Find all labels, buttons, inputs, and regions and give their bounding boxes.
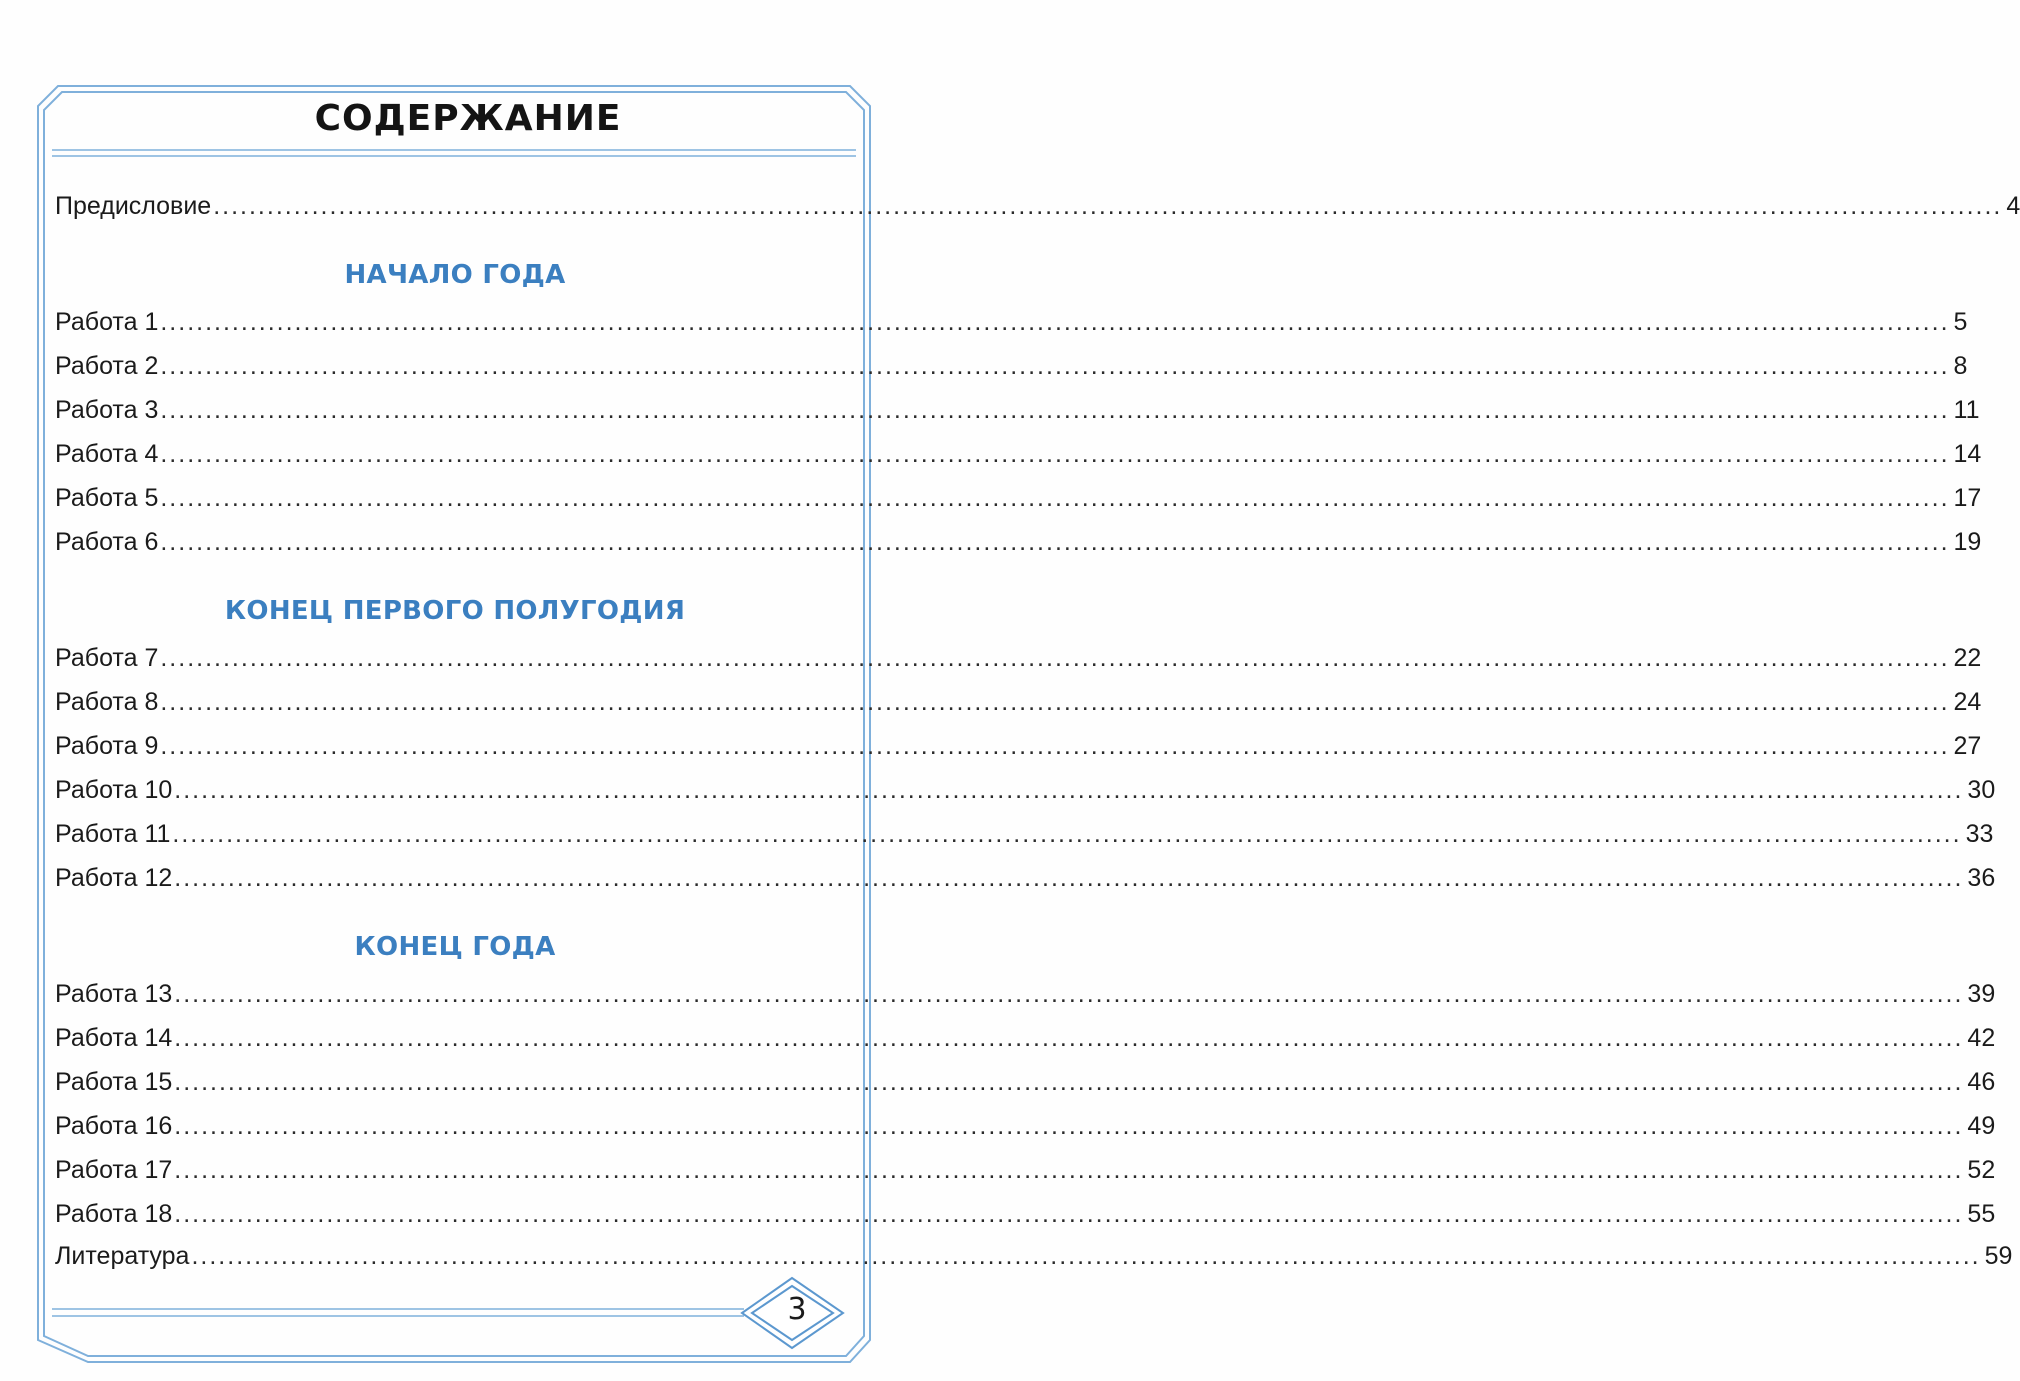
toc-entry bbox=[55, 774, 1996, 806]
toc-entry-label: Работа 5 bbox=[55, 484, 159, 512]
dot-leader: ........................................................................................................................................................................................................ bbox=[160, 732, 1950, 760]
toc-entry bbox=[55, 350, 1968, 382]
toc-entry bbox=[55, 686, 1982, 718]
toc-entry bbox=[55, 394, 1980, 426]
toc-entry bbox=[55, 1154, 1996, 1186]
toc-entry-label: Работа 4 bbox=[55, 440, 159, 468]
toc-entry-page: 39 bbox=[1967, 980, 1996, 1008]
dot-leader: ........................................................................................................................................................................................................ bbox=[174, 1112, 1964, 1140]
toc-entry-label: Работа 16 bbox=[55, 1112, 173, 1140]
dot-leader: ........................................................................................................................................................................................................ bbox=[160, 528, 1950, 556]
dot-leader: ........................................................................................................................................................................................................ bbox=[174, 776, 1964, 804]
toc-entry bbox=[55, 862, 1996, 894]
dot-leader: ........................................................................................................................................................................................................ bbox=[160, 396, 1950, 424]
dot-leader: ........................................................................................................................................................................................................ bbox=[174, 864, 1964, 892]
toc-entry-page: 42 bbox=[1967, 1024, 1996, 1052]
toc-entry-page: 46 bbox=[1967, 1068, 1996, 1096]
toc-entry bbox=[55, 482, 1982, 514]
toc-entry-label: Работа 8 bbox=[55, 688, 159, 716]
section-heading: КОНЕЦ ПЕРВОГО ПОЛУГОДИЯ bbox=[224, 596, 686, 626]
toc-entry-page: 36 bbox=[1967, 864, 1996, 892]
toc-entry-page: 4 bbox=[2006, 192, 2020, 220]
toc-entry bbox=[55, 1198, 1996, 1230]
toc-entry bbox=[55, 526, 1982, 558]
toc-entry bbox=[55, 1110, 1996, 1142]
toc-entry bbox=[55, 1022, 1996, 1054]
toc-entry-page: 5 bbox=[1953, 308, 1968, 336]
dot-leader: ........................................................................................................................................................................................................ bbox=[172, 820, 1962, 848]
dot-leader: ........................................................................................................................................................................................................ bbox=[191, 1242, 1981, 1270]
toc-entry-page: 24 bbox=[1953, 688, 1982, 716]
dot-leader: ........................................................................................................................................................................................................ bbox=[213, 192, 2003, 220]
toc-entry bbox=[55, 190, 2020, 222]
dot-leader: ........................................................................................................................................................................................................ bbox=[160, 352, 1950, 380]
toc-entry-label: Предисловие bbox=[55, 192, 212, 220]
dot-leader: ........................................................................................................................................................................................................ bbox=[174, 1024, 1964, 1052]
toc-entry-label: Работа 11 bbox=[55, 820, 171, 848]
toc-entry-label: Работа 6 bbox=[55, 528, 159, 556]
toc-entry-page: 19 bbox=[1953, 528, 1982, 556]
toc-entry-page: 17 bbox=[1953, 484, 1982, 512]
toc-entry-label: Работа 18 bbox=[55, 1200, 173, 1228]
toc-entry bbox=[55, 306, 1968, 338]
toc-entry bbox=[55, 1240, 2013, 1272]
dot-leader: ........................................................................................................................................................................................................ bbox=[174, 1156, 1964, 1184]
section-heading: КОНЕЦ ГОДА bbox=[354, 932, 556, 962]
page-number: 3 bbox=[787, 1292, 807, 1327]
toc-entry-page: 33 bbox=[1965, 820, 1994, 848]
toc-entry-page: 11 bbox=[1953, 396, 1980, 424]
toc-entry-page: 8 bbox=[1953, 352, 1968, 380]
toc-entry-page: 22 bbox=[1953, 644, 1982, 672]
section-heading: НАЧАЛО ГОДА bbox=[344, 260, 566, 290]
dot-leader: ........................................................................................................................................................................................................ bbox=[160, 644, 1950, 672]
toc-entry-page: 59 bbox=[1984, 1242, 2013, 1270]
toc-entry-label: Работа 3 bbox=[55, 396, 159, 424]
toc-entry bbox=[55, 978, 1996, 1010]
toc-entry bbox=[55, 642, 1982, 674]
toc-entry-page: 27 bbox=[1953, 732, 1982, 760]
page-title: СОДЕРЖАНИЕ bbox=[314, 98, 622, 139]
toc-entry bbox=[55, 1066, 1996, 1098]
toc-entry-label: Работа 15 bbox=[55, 1068, 173, 1096]
toc-entry-label: Работа 9 bbox=[55, 732, 159, 760]
dot-leader: ........................................................................................................................................................................................................ bbox=[174, 980, 1964, 1008]
toc-entry-page: 52 bbox=[1967, 1156, 1996, 1184]
toc-entry-label: Работа 1 bbox=[55, 308, 159, 336]
toc-entry bbox=[55, 438, 1982, 470]
dot-leader: ........................................................................................................................................................................................................ bbox=[160, 308, 1950, 336]
toc-entry-label: Работа 14 bbox=[55, 1024, 173, 1052]
dot-leader: ........................................................................................................................................................................................................ bbox=[174, 1068, 1964, 1096]
toc-entry-page: 14 bbox=[1953, 440, 1982, 468]
toc-entry-label: Литература bbox=[55, 1242, 190, 1270]
dot-leader: ........................................................................................................................................................................................................ bbox=[160, 440, 1950, 468]
toc-entry-label: Работа 12 bbox=[55, 864, 173, 892]
toc-entry-label: Работа 10 bbox=[55, 776, 173, 804]
toc-entry bbox=[55, 730, 1982, 762]
toc-entry-label: Работа 7 bbox=[55, 644, 159, 672]
toc-entry-label: Работа 2 bbox=[55, 352, 159, 380]
toc-entry-label: Работа 17 bbox=[55, 1156, 173, 1184]
toc-entry-page: 55 bbox=[1967, 1200, 1996, 1228]
toc-entry-label: Работа 13 bbox=[55, 980, 173, 1008]
toc-entry bbox=[55, 818, 1994, 850]
dot-leader: ........................................................................................................................................................................................................ bbox=[174, 1200, 1964, 1228]
toc-entry-page: 49 bbox=[1967, 1112, 1996, 1140]
dot-leader: ........................................................................................................................................................................................................ bbox=[160, 484, 1950, 512]
toc-entry-page: 30 bbox=[1967, 776, 1996, 804]
dot-leader: ........................................................................................................................................................................................................ bbox=[160, 688, 1950, 716]
